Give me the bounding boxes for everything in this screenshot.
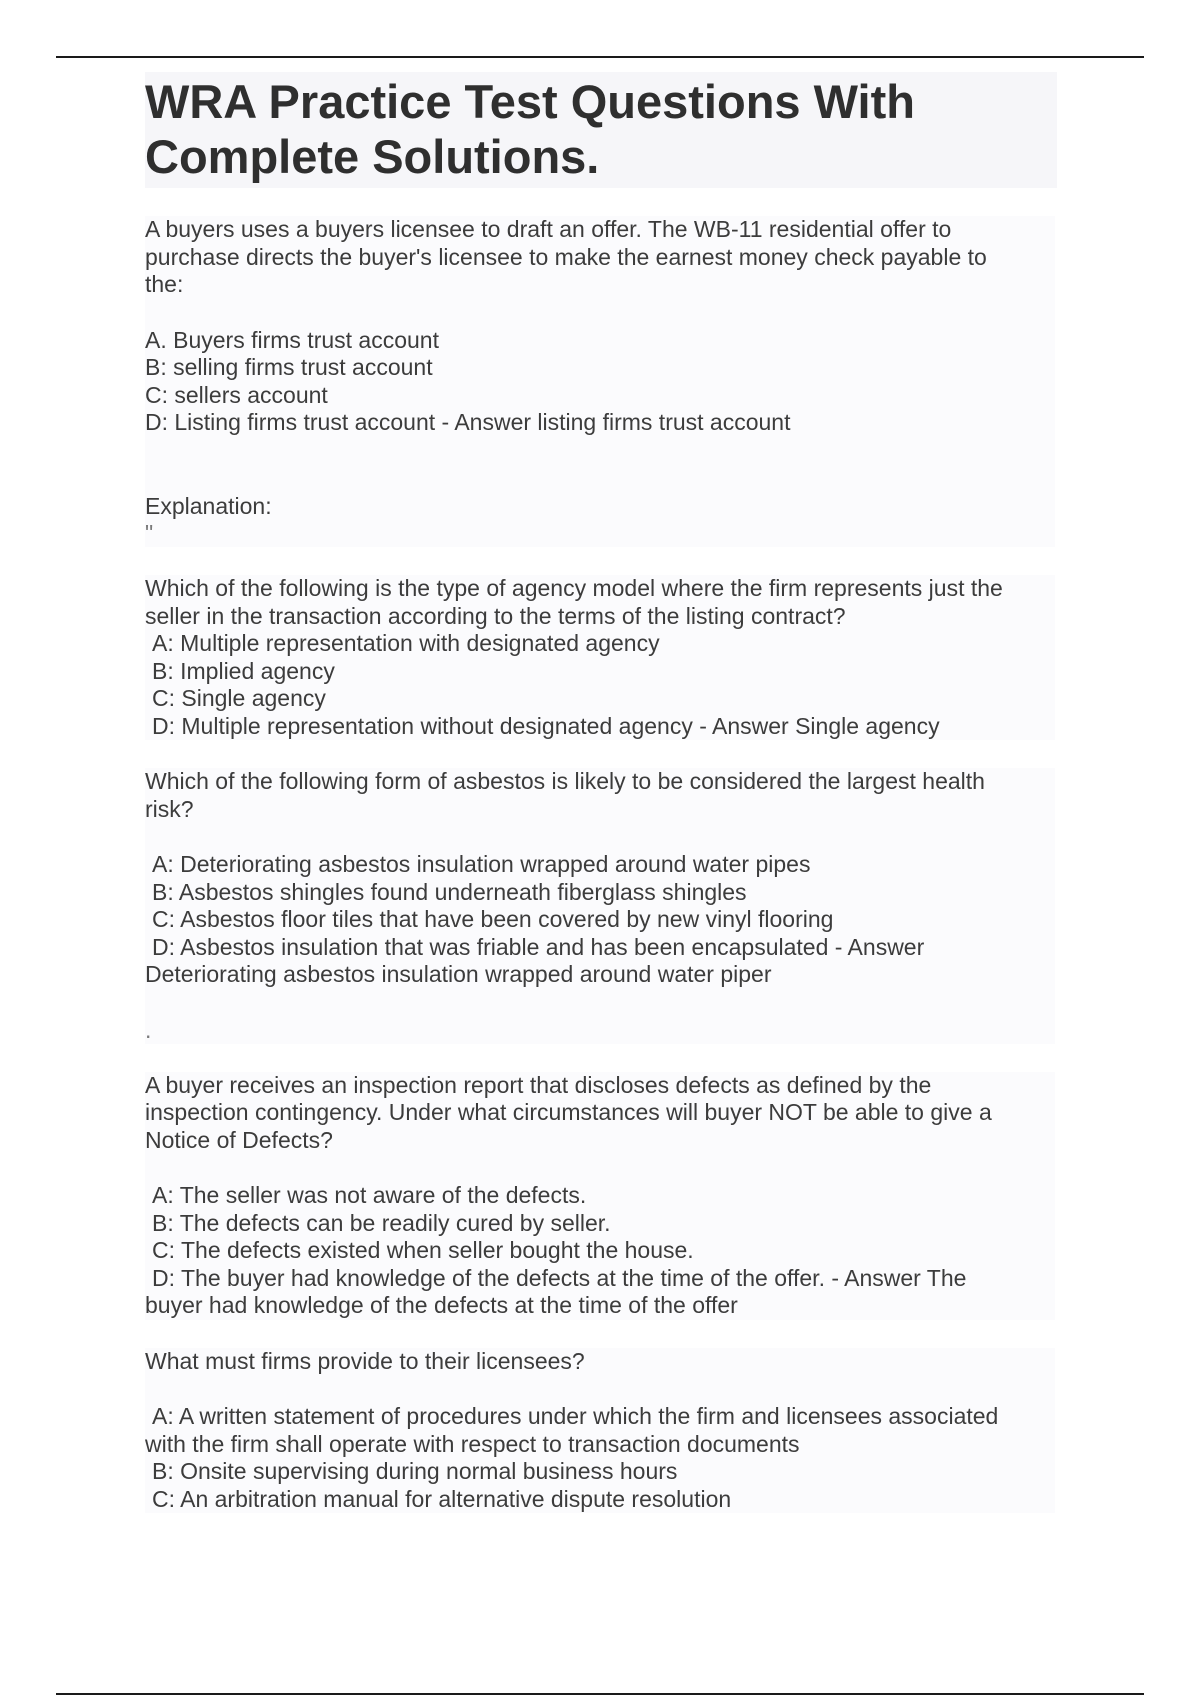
question-stem-line: A buyer receives an inspection report that discloses defects as defined by the bbox=[145, 1071, 932, 1098]
question-stem-line: inspection contingency. Under what circumstances will buyer NOT be able to give a bbox=[145, 1099, 992, 1125]
question-stem-line: Which of the following is the type of agency model where the firm represents just the bbox=[145, 575, 1003, 601]
question-3 bbox=[145, 768, 1055, 1044]
question-stem-line: Which of the following form of asbestos is likely to be considered the largest health bbox=[145, 768, 985, 794]
bottom-rule bbox=[56, 1693, 1144, 1695]
answer-option: B: The defects can be readily cured by seller. bbox=[152, 1209, 611, 1236]
question-stem-line: purchase directs the buyer's licensee to make the earnest money check payable to bbox=[145, 243, 987, 270]
explanation-label: Explanation: bbox=[145, 492, 272, 519]
title-line: WRA Practice Test Questions With bbox=[145, 75, 915, 128]
answer-option-continued: Deteriorating asbestos insulation wrapped around water piper bbox=[145, 961, 772, 987]
answer-option: A: Multiple representation with designated agency bbox=[152, 630, 660, 656]
answer-option: B: Onsite supervising during normal business hours bbox=[152, 1458, 678, 1484]
document-title bbox=[145, 72, 1057, 188]
question-stem-line: seller in the transaction according to the terms of the listing contract? bbox=[145, 602, 846, 629]
answer-option: D: Multiple representation without designated agency - Answer Single agency bbox=[152, 712, 940, 739]
answer-option: D: The buyer had knowledge of the defects at the time of the offer. - Answer The bbox=[152, 1264, 967, 1291]
question-2 bbox=[145, 575, 1055, 740]
answer-option: B: selling firms trust account bbox=[145, 354, 433, 380]
answer-option: B: Implied agency bbox=[152, 657, 335, 684]
answer-option: C: An arbitration manual for alternative dispute resolution bbox=[152, 1485, 732, 1512]
title-line: Complete Solutions. bbox=[145, 130, 600, 183]
answer-option: C: sellers account bbox=[145, 381, 328, 408]
question-1 bbox=[145, 216, 1055, 547]
answer-option: A: The seller was not aware of the defects. bbox=[152, 1182, 587, 1208]
answer-option: C: Asbestos floor tiles that have been covered by new vinyl flooring bbox=[152, 906, 834, 932]
question-stem-line: A buyers uses a buyers licensee to draft an offer. The WB-11 residential offer to bbox=[145, 216, 952, 242]
answer-option: A: A written statement of procedures under which the firm and licensees associated bbox=[152, 1403, 999, 1429]
explanation-mark: " bbox=[145, 520, 154, 546]
answer-option-continued: with the firm shall operate with respect to transaction documents bbox=[145, 1430, 800, 1457]
answer-option: C: The defects existed when seller bought the house. bbox=[152, 1237, 694, 1263]
top-rule bbox=[56, 56, 1144, 58]
answer-option: A: Deteriorating asbestos insulation wrapped around water pipes bbox=[152, 851, 811, 877]
question-stem-line: the: bbox=[145, 271, 184, 297]
answer-option: D: Listing firms trust account - Answer listing firms trust account bbox=[145, 409, 791, 435]
answer-option: A. Buyers firms trust account bbox=[145, 326, 439, 353]
answer-option: B: Asbestos shingles found underneath fiberglass shingles bbox=[152, 878, 747, 905]
answer-option: C: Single agency bbox=[152, 685, 326, 711]
question-stem-line: Notice of Defects? bbox=[145, 1126, 333, 1153]
question-stem-line: risk? bbox=[145, 795, 194, 822]
answer-option-continued: buyer had knowledge of the defects at the time of the offer bbox=[145, 1292, 738, 1318]
answer-option: D: Asbestos insulation that was friable and has been encapsulated - Answer bbox=[152, 933, 925, 960]
question-stem-line: What must firms provide to their licensees? bbox=[145, 1347, 585, 1374]
question-4 bbox=[145, 1072, 1055, 1320]
question-5 bbox=[145, 1348, 1055, 1514]
document-body bbox=[145, 72, 1055, 1513]
trailing-mark: . bbox=[145, 1016, 152, 1043]
